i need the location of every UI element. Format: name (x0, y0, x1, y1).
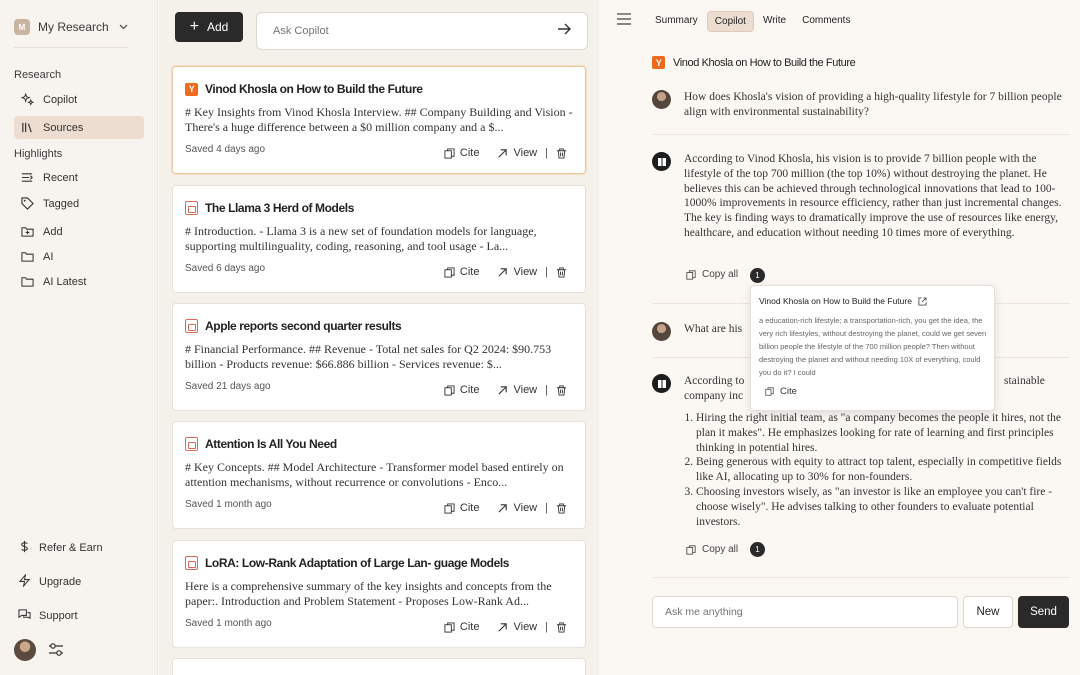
sidebar-item-label: Sources (43, 121, 84, 134)
arrow-right-icon[interactable] (557, 22, 571, 40)
popup-excerpt: a education-rich lifestyle; a transportation-rich, you get the idea, the very rich lifestyles, without destroying the planet, could we get seven billion people the lifestyle of the 700 million people? Then without destroying the planet and without needing 10X of everything, could you do it? I could (759, 316, 987, 377)
sidebar-item-ai-latest[interactable] (14, 270, 144, 293)
cite-label: Cite (459, 621, 480, 633)
sidebar (0, 0, 158, 675)
pdf-icon (185, 556, 198, 570)
new-button[interactable]: New (963, 596, 1013, 628)
copy-all-label: Copy all (702, 269, 739, 280)
pdf-icon (185, 437, 198, 451)
message-text: What are his (684, 323, 743, 335)
tab-copilot[interactable]: Copilot (707, 11, 754, 32)
user-avatar (652, 322, 671, 341)
sidebar-item-label: Copilot (43, 93, 78, 106)
view-button[interactable] (497, 621, 537, 633)
message-intro-end: stainable (1004, 375, 1045, 387)
ask-copilot-input[interactable] (273, 25, 557, 37)
copy-icon (444, 148, 455, 159)
view-button[interactable] (497, 384, 537, 396)
popup-cite-label: Cite (780, 386, 797, 397)
arrow-up-right-icon (497, 385, 508, 396)
sidebar-item-label: Recent (43, 171, 78, 184)
tab-write[interactable]: Write (762, 15, 787, 26)
card-excerpt: # Key Insights from Vinod Khosla Interview. ## Company Building and Vision - There's a huge difference between a $0 million company and a $... (185, 105, 573, 134)
copy-all-button[interactable] (686, 544, 738, 555)
trash-icon[interactable] (556, 267, 567, 278)
sidebar-item-refer-earn[interactable] (18, 540, 103, 556)
card-title[interactable] (185, 556, 509, 570)
divider (652, 577, 1070, 578)
pdf-icon (185, 319, 198, 333)
cite-button[interactable] (444, 621, 480, 633)
cite-button[interactable] (444, 384, 480, 396)
card-title[interactable] (185, 201, 354, 215)
avatar[interactable] (14, 639, 36, 661)
ycombinator-icon: Y (652, 56, 665, 69)
card-actions (444, 502, 567, 514)
settings-sliders-icon[interactable] (48, 642, 64, 663)
workspace-badge: M (14, 19, 30, 35)
view-label: View (513, 502, 538, 514)
trash-icon[interactable] (556, 385, 567, 396)
sidebar-item-label: AI (43, 250, 54, 263)
sidebar-item-add[interactable] (14, 220, 144, 243)
workspace-switcher[interactable] (14, 14, 128, 40)
workspace-name: My Research (38, 20, 109, 34)
arrow-up-right-icon (497, 622, 508, 633)
sidebar-item-upgrade[interactable] (18, 574, 81, 590)
arrow-up-right-icon (497, 148, 508, 159)
chat-icon (18, 608, 31, 624)
divider (14, 47, 128, 48)
sidebar-item-label: Upgrade (39, 576, 82, 588)
tab-summary[interactable]: Summary (655, 15, 698, 26)
popup-cite-button[interactable] (765, 386, 797, 397)
chat-input[interactable] (665, 606, 945, 618)
saved-time: Saved 1 month ago (185, 618, 272, 629)
assistant-message (652, 152, 1070, 262)
bolt-icon (18, 574, 31, 590)
view-label: View (513, 621, 538, 633)
view-label: View (513, 266, 538, 278)
chat-input-box (652, 596, 958, 628)
card-excerpt: Here is a comprehensive summary of the key insights and concepts from the paper:. Introduction and Problem Statement - Proposes Low-Rank Ad... (185, 579, 552, 608)
arrow-up-right-icon (497, 267, 508, 278)
view-button[interactable] (497, 147, 537, 159)
assistant-avatar (652, 152, 671, 171)
chevron-down-icon (119, 22, 128, 32)
copy-icon (444, 385, 455, 396)
message-text: According to Vinod Khosla, his vision is to provide 7 billion people with the lifestyle of the top 700 million (the top 10%) without destroying the planet. He believes this can be achieved through technological innovations that lead to 100-1000% improvements in resource efficiency, rather than just incremental changes. The key is finding ways to dramatically improve the use of resources like energy, healthcare, and education without needing 10 times more of everything. (684, 153, 1062, 239)
view-label: View (513, 384, 538, 396)
cite-button[interactable] (444, 147, 480, 159)
source-card[interactable] (172, 658, 586, 675)
send-button[interactable]: Send (1018, 596, 1069, 628)
external-link-icon (918, 297, 927, 306)
card-actions (444, 266, 567, 278)
card-title-text: Attention Is All You Need (205, 437, 337, 451)
folder-plus-icon (20, 225, 34, 239)
copy-all-button[interactable] (686, 269, 738, 280)
view-button[interactable] (497, 266, 537, 278)
citation-badge[interactable]: 1 (750, 268, 765, 283)
view-button[interactable] (497, 502, 537, 514)
saved-time: Saved 1 month ago (185, 499, 272, 510)
card-title-text: LoRA: Low-Rank Adaptation of Large Lan- guage Models (205, 556, 510, 570)
folder-icon (20, 250, 34, 264)
saved-time: Saved 21 days ago (185, 381, 271, 392)
sources-panel (159, 0, 599, 675)
user-avatar (652, 90, 671, 109)
copy-icon (444, 503, 455, 514)
separator: | (545, 621, 548, 633)
tab-comments[interactable]: Comments (802, 15, 851, 26)
card-title[interactable] (185, 437, 337, 451)
ycombinator-icon: Y (185, 83, 198, 96)
card-title[interactable] (185, 82, 423, 96)
steps-list (684, 411, 1070, 529)
sparkle-icon (20, 93, 34, 107)
saved-time: Saved 6 days ago (185, 263, 266, 274)
card-actions (444, 384, 567, 396)
hamburger-menu-icon[interactable] (617, 12, 631, 24)
source-card[interactable] (172, 303, 586, 411)
copy-icon (444, 622, 455, 633)
separator: | (545, 266, 548, 278)
sidebar-item-copilot[interactable] (14, 88, 144, 111)
dollar-icon (18, 540, 31, 556)
cite-label: Cite (459, 502, 480, 514)
card-actions (444, 621, 567, 633)
arrow-up-right-icon (497, 503, 508, 514)
plus-icon: + (189, 18, 199, 35)
cite-label: Cite (459, 384, 480, 396)
divider (652, 134, 1070, 135)
list-item: 1. Hiring the right initial team, as "a company becomes the people it hires, not the plan it makes". He emphasizes looking for rate of learning and first principles thinking in potential hires. (696, 411, 1070, 455)
section-label-research: Research (14, 69, 62, 81)
copy-icon (686, 270, 696, 280)
sidebar-item-support[interactable] (18, 608, 78, 624)
sidebar-item-label: Refer & Earn (39, 542, 103, 554)
view-label: View (513, 147, 538, 159)
card-excerpt: # Introduction. - Llama 3 is a new set of foundation models for language, supporting multilinguality, coding, reasoning, and tool usage - La... (185, 224, 537, 253)
citation-badge[interactable]: 1 (750, 542, 765, 557)
list-item: 2. Being generous with equity to attract top talent, especially in competitive fields like AI, allocating up to 30% for non-founders. (696, 455, 1070, 485)
popup-title-text: Vinod Khosla on How to Build the Future (759, 296, 912, 306)
card-excerpt: # Financial Performance. ## Revenue - Total net sales for Q2 2024: $90.753 billion - Products revenue: $66.886 billion - Services revenue: $... (185, 342, 552, 371)
card-title-text: The Llama 3 Herd of Models (205, 201, 354, 215)
trash-icon[interactable] (556, 503, 567, 514)
citation-popup (750, 285, 995, 411)
card-title-text: Vinod Khosla on How to Build the Future (205, 82, 423, 96)
sidebar-item-label: AI Latest (43, 275, 87, 288)
user-message (652, 90, 1070, 130)
copy-icon (686, 545, 696, 555)
cite-button[interactable] (444, 502, 480, 514)
ask-copilot-box (256, 12, 588, 50)
source-card[interactable] (172, 66, 586, 174)
sidebar-item-recent[interactable] (14, 166, 144, 189)
tag-icon (20, 197, 34, 211)
add-button[interactable] (175, 12, 243, 42)
card-excerpt: # Key Concepts. ## Model Architecture - Transformer model based entirely on attention mechanisms, without recurrence or convolutions - Enco... (185, 460, 564, 489)
cite-label: Cite (459, 147, 480, 159)
cite-label: Cite (459, 266, 480, 278)
section-label-highlights: Highlights (14, 148, 63, 160)
list-item: 3. Choosing investors wisely, as "an investor is like an employee you can't fire - choose wisely". He advises talking to other founders to evaluate potential investors. (696, 485, 1070, 529)
assistant-avatar (652, 374, 671, 393)
separator: | (545, 384, 548, 396)
folder-icon (20, 275, 34, 289)
sidebar-item-label: Add (43, 225, 63, 238)
copy-icon (765, 387, 774, 396)
source-card[interactable] (172, 185, 586, 293)
cite-button[interactable] (444, 266, 480, 278)
document-title (652, 56, 855, 69)
separator: | (545, 502, 548, 514)
pdf-icon (185, 201, 198, 215)
source-card[interactable] (172, 421, 586, 529)
message-intro: According to (684, 375, 745, 387)
sidebar-item-label: Support (39, 610, 78, 622)
separator: | (545, 147, 548, 159)
trash-icon[interactable] (556, 148, 567, 159)
library-icon (20, 121, 34, 135)
add-button-label: Add (206, 20, 229, 34)
message-intro-line2: company inc (684, 389, 744, 402)
document-title-text: Vinod Khosla on How to Build the Future (673, 56, 856, 69)
tab-bar (648, 11, 857, 32)
saved-time: Saved 4 days ago (185, 144, 266, 155)
card-title[interactable] (185, 319, 401, 333)
card-actions (444, 147, 567, 159)
sidebar-item-label: Tagged (43, 197, 80, 210)
message-text: How does Khosla's vision of providing a high-quality lifestyle for 7 billion people align with environmental sustainability? (684, 91, 1062, 118)
popup-title[interactable] (759, 296, 927, 306)
recent-icon (20, 171, 34, 185)
source-card[interactable] (172, 540, 586, 648)
copy-all-label: Copy all (702, 544, 739, 555)
trash-icon[interactable] (556, 622, 567, 633)
sidebar-item-tagged[interactable] (14, 192, 144, 215)
card-title-text: Apple reports second quarter results (205, 319, 402, 333)
copy-icon (444, 267, 455, 278)
sidebar-item-ai[interactable] (14, 245, 144, 268)
sidebar-item-sources[interactable] (14, 116, 144, 139)
